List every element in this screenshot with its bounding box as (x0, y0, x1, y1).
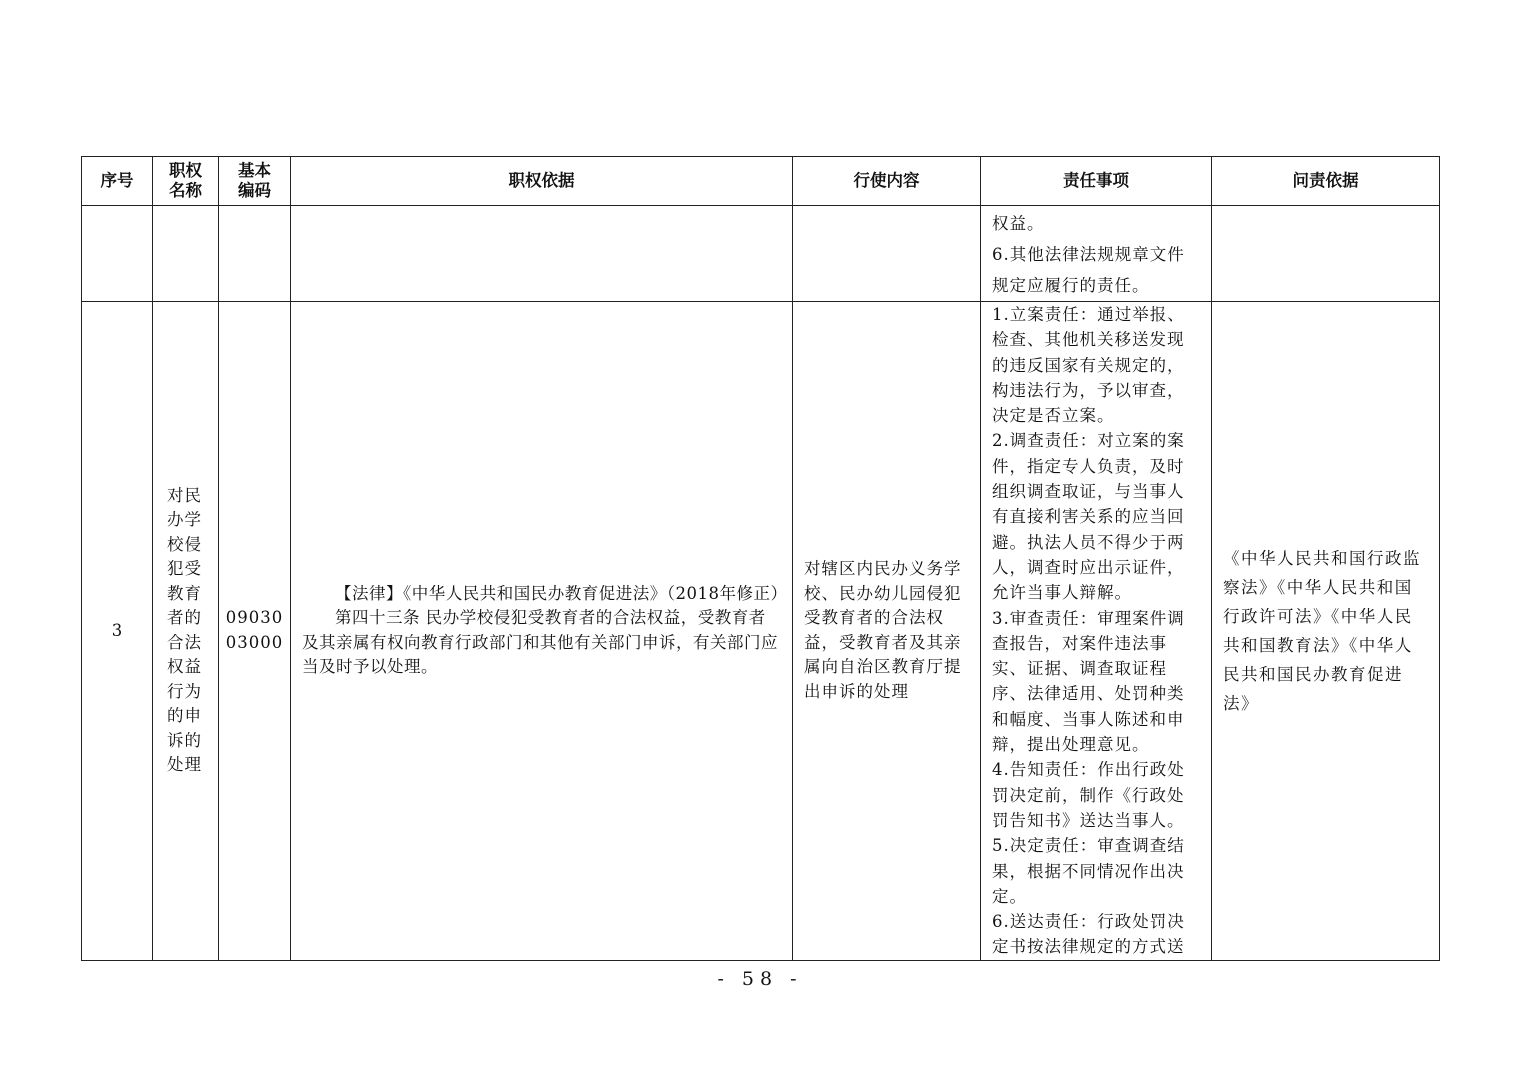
cell-empty-content (793, 206, 981, 302)
cell-empty-accountability (1212, 206, 1440, 302)
responsibility-text: 1.立案责任：通过举报、检查、其他机关移送发现的违反国家有关规定的，构违法行为，予以审查，决定是否立案。 2.调查责任：对立案的案件，指定专人负责，及时组织调查取证，与当事人有直接利害关系的应当回避。执法人员不得少于两人，调查时应出示证件，允许当事人辩解。 3.审查责任：审理案件调查报告，对案件违法事实、证据、调查取证程序、法律适用、处罚种类和幅度、当事人陈述和申辩，提出处理意见。 4.告知责任：作出行政处罚决定前，制作《行政处罚告知书》送达当事人。 5.决定责任：审查调查结果，根据不同情况作出决定。 6.送达责任：行政处罚决定书按法律规定的方式送 (992, 305, 1185, 957)
header-name-line1: 职权 (169, 161, 202, 180)
header-responsibility: 责任事项 (981, 157, 1212, 206)
header-seq: 序号 (82, 157, 153, 206)
responsibility-continued-text: 权益。 6.其他法律法规规章文件规定应履行的责任。 (992, 214, 1185, 295)
header-name-line2: 名称 (169, 181, 202, 200)
exercise-content-text: 对辖区内民办义务学校、民办幼儿园侵犯受教育者的合法权益，受教育者及其亲属向自治区教育厅提出申诉的处理 (804, 559, 962, 701)
cell-empty-name (153, 206, 219, 302)
duty-basis-text (291, 582, 792, 680)
cell-responsibility-continued (981, 206, 1212, 302)
cell-empty-seq (82, 206, 153, 302)
cell-code (219, 302, 291, 961)
page-number: - 58 - (717, 968, 803, 990)
header-basis: 职权依据 (291, 157, 793, 206)
header-content: 行使内容 (793, 157, 981, 206)
header-accountability: 问责依据 (1212, 157, 1440, 206)
basis-article: 第四十三条 民办学校侵犯受教育者的合法权益，受教育者及其亲属有权向教育行政部门和其他有关部门申诉，有关部门应当及时予以处理。 (302, 608, 778, 677)
basic-code-text: 09030 03000 (225, 608, 284, 652)
duty-table (81, 156, 1440, 961)
cell-seq: 3 (82, 302, 153, 961)
duty-name-text: 对民 办学 校侵 犯受 教育 者的 合法 权益 行为 的申 诉的 处理 (167, 485, 202, 775)
table-row-3 (82, 302, 1440, 961)
cell-name (153, 302, 219, 961)
header-code-line2: 编码 (238, 181, 271, 200)
cell-empty-code (219, 206, 291, 302)
cell-empty-basis (291, 206, 793, 302)
cell-responsibility (981, 302, 1212, 961)
cell-accountability (1212, 302, 1440, 961)
cell-basis (291, 302, 793, 961)
table-row-continued (82, 206, 1440, 302)
header-code-line1: 基本 (238, 161, 271, 180)
accountability-text: 《中华人民共和国行政监察法》《中华人民共和国行政许可法》《中华人民共和国教育法》《中华人民共和国民办教育促进法》 (1223, 548, 1421, 713)
cell-content (793, 302, 981, 961)
basis-law-title: 【法律】《中华人民共和国民办教育促进法》（2018年修正） (335, 583, 788, 603)
header-code (219, 157, 291, 206)
header-name (153, 157, 219, 206)
header-row (82, 157, 1440, 206)
